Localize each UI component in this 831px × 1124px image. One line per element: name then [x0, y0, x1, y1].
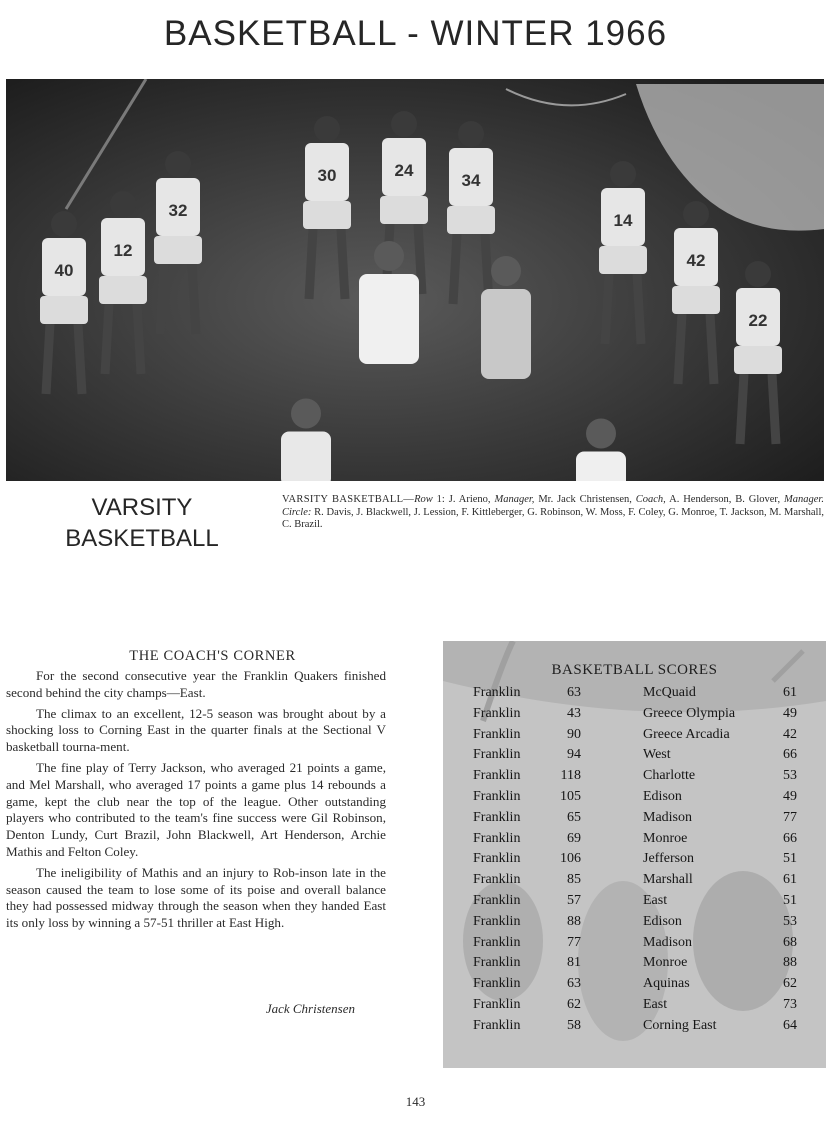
franklin-score: 57 [567, 893, 581, 908]
opponent-name: Jefferson [643, 851, 695, 867]
score-team: Franklin [473, 789, 521, 804]
score-row [443, 682, 826, 703]
franklin-score: 85 [567, 872, 581, 888]
opponent-name: Edison [643, 789, 682, 804]
franklin-score: 69 [567, 830, 581, 846]
coach-paragraph: The fine play of Terry Jackson, who averaged 21 points a game, and Mel Marshall, who averaged 17 points a game plus 14 rebounds a game, kept the club near the top of the league. Other outstanding players who contributed to the team's fine success were Gil Robinson, Denton Lundy, Curt Brazil, John Blackwell, Art Henderson, Archie Mathis and Felton Coley. [6, 759, 386, 859]
franklin-score: 94 [567, 747, 581, 763]
opponent-score: 51 [783, 851, 797, 867]
franklin-score: 62 [567, 997, 581, 1012]
score-row [443, 786, 826, 807]
franklin-score: 90 [567, 726, 581, 742]
opponent-name: Corning East [643, 1017, 717, 1033]
score-row [443, 952, 826, 973]
franklin-score: 118 [560, 768, 581, 784]
photo-caption [282, 494, 824, 532]
opponent-score: 64 [783, 1017, 797, 1033]
franklin-score: 63 [567, 685, 581, 700]
opponent-score: 53 [783, 768, 797, 784]
score-row [443, 973, 826, 994]
opponent-score: 77 [783, 809, 797, 825]
score-row [443, 724, 826, 745]
caption-circle-label: Circle: [282, 506, 312, 518]
score-row [443, 932, 826, 953]
caption-lead: VARSITY BASKETBALL— [282, 494, 415, 505]
score-row [443, 703, 826, 724]
opponent-score: 66 [783, 830, 797, 846]
score-team: Franklin [473, 976, 521, 992]
opponent-score: 68 [783, 934, 797, 950]
score-row [443, 848, 826, 869]
score-row [443, 869, 826, 890]
score-row [443, 828, 826, 849]
score-team: Franklin [473, 1017, 521, 1033]
opponent-score: 51 [783, 893, 797, 908]
section-heading-line: BASKETBALL [65, 525, 219, 552]
franklin-score: 65 [567, 809, 581, 825]
caption-role: Manager. [784, 494, 824, 505]
franklin-score: 88 [567, 913, 581, 929]
coach-corner-title: THE COACH'S CORNER [129, 648, 296, 664]
opponent-name: Madison [643, 934, 692, 950]
score-row [443, 911, 826, 932]
page-title: BASKETBALL - WINTER 1966 [163, 14, 668, 53]
team-photo [6, 79, 824, 481]
section-heading-line: VARSITY [91, 494, 193, 521]
jersey-number: 30 [317, 166, 337, 185]
score-row [443, 807, 826, 828]
franklin-score: 58 [567, 1017, 581, 1033]
page-number: 143 [405, 1094, 426, 1109]
caption-text: R. Davis, J. Blackwell, J. Lession, F. Kittleberger, G. Robinson, W. Moss, F. Coley, G. Monroe, T. Jackson, M. Marshall, C. Brazil. [282, 506, 824, 530]
jersey-number: 34 [461, 171, 481, 190]
jersey-number: 14 [613, 211, 633, 230]
score-team: Franklin [473, 705, 521, 721]
opponent-name: East [643, 893, 668, 908]
opponent-name: Aquinas [643, 976, 690, 992]
opponent-name: Monroe [643, 830, 688, 846]
opponent-name: Madison [643, 809, 692, 825]
franklin-score: 105 [560, 789, 581, 804]
score-team: Franklin [473, 955, 521, 971]
score-row [443, 1015, 826, 1036]
score-team: Franklin [473, 830, 521, 846]
jersey-number: 24 [394, 161, 414, 180]
franklin-score: 43 [567, 705, 581, 721]
score-team: Franklin [473, 872, 521, 888]
score-row [443, 890, 826, 911]
coach-signature: Jack Christensen [265, 1001, 355, 1016]
opponent-name: Greece Olympia [643, 705, 736, 721]
coach-paragraph: The ineligibility of Mathis and an injury to Rob-inson late in the season caused the team to lose some of its poise and overall balance they had possessed midway through the season when they handed East its only loss by winning a 57-51 thriller at East High. [6, 864, 386, 931]
coach-paragraph: The climax to an excellent, 12-5 season was brought about by a shocking loss to Corning East in the quarter finals at the Sectional V basketball tourna-ment. [6, 705, 386, 755]
score-team: Franklin [473, 685, 521, 700]
opponent-score: 73 [783, 997, 797, 1012]
opponent-score: 42 [783, 726, 797, 742]
opponent-name: East [643, 997, 668, 1012]
jersey-number: 12 [113, 241, 133, 260]
opponent-score: 61 [783, 685, 797, 700]
opponent-name: McQuaid [643, 685, 696, 700]
caption-role: Manager, [494, 494, 535, 505]
opponent-name: Greece Arcadia [643, 726, 730, 742]
opponent-score: 62 [783, 976, 797, 992]
caption-row-label: Row [414, 494, 433, 505]
opponent-name: Marshall [643, 872, 693, 888]
scores-title: BASKETBALL SCORES [551, 662, 718, 678]
opponent-name: West [643, 747, 671, 763]
score-team: Franklin [473, 726, 521, 742]
opponent-name: Charlotte [643, 768, 696, 784]
caption-text: Mr. Jack Christensen, [534, 494, 636, 505]
franklin-score: 81 [567, 955, 581, 971]
jersey-number: 32 [168, 201, 188, 220]
coach-corner-text [6, 668, 386, 936]
jersey-number: 42 [686, 251, 706, 270]
opponent-score: 61 [783, 872, 797, 888]
caption-text: A. Henderson, B. Glover, [665, 494, 785, 505]
score-team: Franklin [473, 809, 521, 825]
score-team: Franklin [473, 934, 521, 950]
opponent-score: 66 [783, 747, 797, 763]
franklin-score: 106 [560, 851, 581, 867]
opponent-score: 53 [783, 913, 797, 929]
score-row [443, 765, 826, 786]
coach-paragraph: For the second consecutive year the Franklin Quakers finished second behind the city champs—East. [6, 668, 386, 700]
opponent-score: 49 [783, 705, 797, 721]
opponent-name: Monroe [643, 955, 688, 971]
score-team: Franklin [473, 851, 521, 867]
franklin-score: 77 [567, 934, 581, 950]
opponent-name: Edison [643, 913, 682, 929]
jersey-number: 22 [748, 311, 768, 330]
score-team: Franklin [473, 913, 521, 929]
scores-panel [443, 641, 826, 1068]
jersey-number: 40 [54, 261, 74, 280]
score-row [443, 744, 826, 765]
score-team: Franklin [473, 747, 521, 763]
caption-role: Coach, [635, 494, 666, 505]
score-team: Franklin [473, 997, 521, 1012]
franklin-score: 63 [567, 976, 581, 992]
score-team: Franklin [473, 768, 521, 784]
score-team: Franklin [473, 893, 521, 908]
opponent-score: 88 [783, 955, 797, 971]
caption-text: 1: J. Arieno, [432, 494, 495, 505]
score-row [443, 994, 826, 1015]
section-heading [42, 492, 242, 554]
opponent-score: 49 [783, 789, 797, 804]
